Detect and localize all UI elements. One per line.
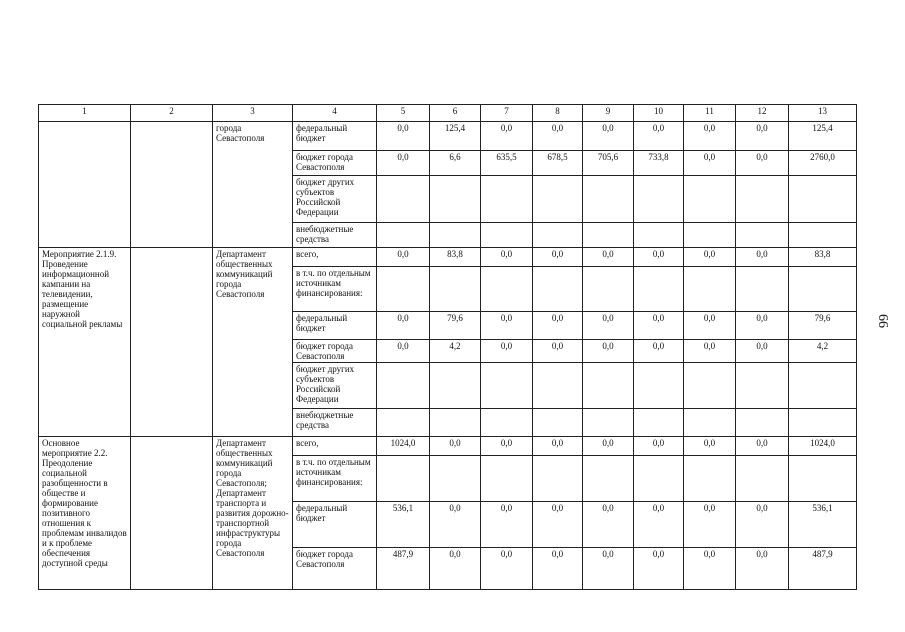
- amount-cell: 536,1: [789, 502, 857, 548]
- amount-cell: 0,0: [377, 340, 430, 363]
- amount-cell: 0,0: [736, 248, 789, 267]
- column-2-cell: [131, 122, 213, 248]
- amount-cell: 2760,0: [789, 151, 857, 176]
- amount-cell: 0,0: [430, 437, 481, 456]
- amount-cell: [377, 409, 430, 437]
- amount-cell: 0,0: [377, 151, 430, 176]
- column-header: 5: [377, 105, 430, 122]
- amount-cell: 125,4: [789, 122, 857, 151]
- budget-table: [38, 104, 857, 590]
- amount-cell: [736, 363, 789, 409]
- amount-cell: 0,0: [583, 122, 634, 151]
- column-header: 11: [684, 105, 736, 122]
- amount-cell: [481, 223, 533, 248]
- amount-cell: [583, 409, 634, 437]
- amount-cell: 0,0: [736, 151, 789, 176]
- activity-cell: Основное мероприятие 2.2. Преодоление социальной разобщенности в обществе и формирование позитивного отношения к проблемам инвалидов и к проблеме обеспечения доступной среды: [39, 437, 131, 590]
- amount-cell: [684, 176, 736, 223]
- amount-cell: [684, 409, 736, 437]
- amount-cell: [481, 456, 533, 502]
- amount-cell: 0,0: [684, 151, 736, 176]
- amount-cell: 0,0: [736, 502, 789, 548]
- amount-cell: 536,1: [377, 502, 430, 548]
- amount-cell: 0,0: [481, 437, 533, 456]
- amount-cell: 0,0: [634, 248, 684, 267]
- funding-source-cell: федеральный бюджет: [293, 312, 377, 340]
- amount-cell: [583, 223, 634, 248]
- amount-cell: 6,6: [430, 151, 481, 176]
- amount-cell: 0,0: [481, 502, 533, 548]
- amount-cell: [481, 409, 533, 437]
- funding-source-cell: бюджет города Севастополя: [293, 548, 377, 590]
- amount-cell: [789, 176, 857, 223]
- amount-cell: [634, 267, 684, 312]
- amount-cell: 0,0: [583, 312, 634, 340]
- amount-cell: 79,6: [789, 312, 857, 340]
- amount-cell: [736, 176, 789, 223]
- amount-cell: 0,0: [634, 502, 684, 548]
- amount-cell: 0,0: [634, 548, 684, 590]
- amount-cell: 0,0: [634, 312, 684, 340]
- funding-source-cell: всего,: [293, 248, 377, 267]
- column-header: 8: [533, 105, 583, 122]
- amount-cell: 705,6: [583, 151, 634, 176]
- amount-cell: 4,2: [430, 340, 481, 363]
- amount-cell: 0,0: [533, 437, 583, 456]
- amount-cell: 0,0: [430, 548, 481, 590]
- amount-cell: [634, 456, 684, 502]
- amount-cell: [583, 267, 634, 312]
- activity-cell: Мероприятие 2.1.9. Проведение информационной кампании на телевидении, размещение наружной социальной рекламы: [39, 248, 131, 437]
- amount-cell: [684, 267, 736, 312]
- executor-cell: Департамент общественных коммуникаций города Севастополя: [213, 248, 293, 437]
- funding-source-cell: внебюджетные средства: [293, 409, 377, 437]
- column-header: 12: [736, 105, 789, 122]
- column-header: 10: [634, 105, 684, 122]
- amount-cell: 0,0: [736, 312, 789, 340]
- funding-source-cell: бюджет других субъектов Российской Федерации: [293, 176, 377, 223]
- funding-source-cell: всего,: [293, 437, 377, 456]
- amount-cell: 0,0: [430, 502, 481, 548]
- amount-cell: 0,0: [377, 312, 430, 340]
- amount-cell: 0,0: [736, 548, 789, 590]
- amount-cell: 0,0: [684, 122, 736, 151]
- amount-cell: 0,0: [377, 248, 430, 267]
- column-2-cell: [131, 248, 213, 437]
- amount-cell: 1024,0: [377, 437, 430, 456]
- table-row: [39, 248, 857, 267]
- amount-cell: 79,6: [430, 312, 481, 340]
- amount-cell: [583, 176, 634, 223]
- column-header: 13: [789, 105, 857, 122]
- column-header: 1: [39, 105, 131, 122]
- amount-cell: [583, 363, 634, 409]
- amount-cell: 1024,0: [789, 437, 857, 456]
- amount-cell: 0,0: [583, 502, 634, 548]
- amount-cell: 0,0: [583, 340, 634, 363]
- amount-cell: [377, 267, 430, 312]
- amount-cell: [789, 267, 857, 312]
- amount-cell: [736, 456, 789, 502]
- amount-cell: [789, 363, 857, 409]
- table-row: [39, 437, 857, 456]
- amount-cell: [634, 223, 684, 248]
- funding-source-cell: федеральный бюджет: [293, 502, 377, 548]
- amount-cell: 0,0: [481, 312, 533, 340]
- amount-cell: 0,0: [684, 312, 736, 340]
- amount-cell: 0,0: [736, 122, 789, 151]
- amount-cell: 0,0: [684, 248, 736, 267]
- column-header: 2: [131, 105, 213, 122]
- amount-cell: 733,8: [634, 151, 684, 176]
- activity-cell: [39, 122, 131, 248]
- amount-cell: 0,0: [583, 548, 634, 590]
- amount-cell: [533, 176, 583, 223]
- funding-source-cell: бюджет города Севастополя: [293, 151, 377, 176]
- amount-cell: 0,0: [736, 340, 789, 363]
- amount-cell: 0,0: [377, 122, 430, 151]
- amount-cell: 0,0: [736, 437, 789, 456]
- column-header: 6: [430, 105, 481, 122]
- amount-cell: [430, 409, 481, 437]
- column-2-cell: [131, 437, 213, 590]
- amount-cell: 0,0: [481, 340, 533, 363]
- column-header: 3: [213, 105, 293, 122]
- funding-source-cell: в т.ч. по отдельным источникам финансирования:: [293, 456, 377, 502]
- column-header: 4: [293, 105, 377, 122]
- amount-cell: 678,5: [533, 151, 583, 176]
- amount-cell: [481, 267, 533, 312]
- amount-cell: 0,0: [533, 548, 583, 590]
- amount-cell: [377, 223, 430, 248]
- amount-cell: [377, 456, 430, 502]
- funding-source-cell: внебюджетные средства: [293, 223, 377, 248]
- amount-cell: [789, 223, 857, 248]
- amount-cell: 4,2: [789, 340, 857, 363]
- amount-cell: 0,0: [634, 340, 684, 363]
- amount-cell: 487,9: [377, 548, 430, 590]
- amount-cell: [533, 409, 583, 437]
- amount-cell: 0,0: [583, 248, 634, 267]
- funding-source-cell: в т.ч. по отдельным источникам финансирования:: [293, 267, 377, 312]
- amount-cell: [481, 176, 533, 223]
- table-row: [39, 122, 857, 151]
- amount-cell: [736, 267, 789, 312]
- amount-cell: 0,0: [481, 548, 533, 590]
- amount-cell: [684, 456, 736, 502]
- amount-cell: [533, 363, 583, 409]
- executor-cell: Департамент общественных коммуникаций города Севастополя; Департамент транспорта и развития дорожно-транспортной инфраструктуры города Севастополя: [213, 437, 293, 590]
- amount-cell: [430, 223, 481, 248]
- page-number: 66: [875, 314, 890, 328]
- amount-cell: [377, 176, 430, 223]
- amount-cell: 0,0: [481, 248, 533, 267]
- amount-cell: [533, 456, 583, 502]
- amount-cell: [684, 223, 736, 248]
- amount-cell: 0,0: [634, 437, 684, 456]
- amount-cell: [789, 409, 857, 437]
- amount-cell: [430, 456, 481, 502]
- amount-cell: [684, 363, 736, 409]
- amount-cell: [736, 223, 789, 248]
- amount-cell: 0,0: [481, 122, 533, 151]
- amount-cell: [634, 176, 684, 223]
- amount-cell: 83,8: [430, 248, 481, 267]
- amount-cell: [736, 409, 789, 437]
- amount-cell: 125,4: [430, 122, 481, 151]
- amount-cell: 0,0: [583, 437, 634, 456]
- amount-cell: 0,0: [533, 340, 583, 363]
- table-body: [39, 122, 857, 590]
- amount-cell: [583, 456, 634, 502]
- amount-cell: 0,0: [533, 502, 583, 548]
- amount-cell: [377, 363, 430, 409]
- amount-cell: [634, 363, 684, 409]
- amount-cell: [789, 456, 857, 502]
- column-header: 9: [583, 105, 634, 122]
- table-header: [39, 105, 857, 122]
- amount-cell: 83,8: [789, 248, 857, 267]
- executor-cell: города Севастополя: [213, 122, 293, 248]
- amount-cell: 487,9: [789, 548, 857, 590]
- amount-cell: [634, 409, 684, 437]
- header-row: [39, 105, 857, 122]
- amount-cell: [430, 363, 481, 409]
- amount-cell: 0,0: [684, 502, 736, 548]
- amount-cell: 0,0: [533, 122, 583, 151]
- funding-source-cell: бюджет других субъектов Российской Федерации: [293, 363, 377, 409]
- amount-cell: 635,5: [481, 151, 533, 176]
- column-header: 7: [481, 105, 533, 122]
- amount-cell: [430, 267, 481, 312]
- funding-source-cell: федеральный бюджет: [293, 122, 377, 151]
- amount-cell: 0,0: [533, 248, 583, 267]
- funding-source-cell: бюджет города Севастополя: [293, 340, 377, 363]
- amount-cell: 0,0: [684, 437, 736, 456]
- amount-cell: 0,0: [684, 548, 736, 590]
- amount-cell: [533, 267, 583, 312]
- amount-cell: 0,0: [533, 312, 583, 340]
- amount-cell: [481, 363, 533, 409]
- amount-cell: 0,0: [684, 340, 736, 363]
- amount-cell: 0,0: [634, 122, 684, 151]
- amount-cell: [533, 223, 583, 248]
- amount-cell: [430, 176, 481, 223]
